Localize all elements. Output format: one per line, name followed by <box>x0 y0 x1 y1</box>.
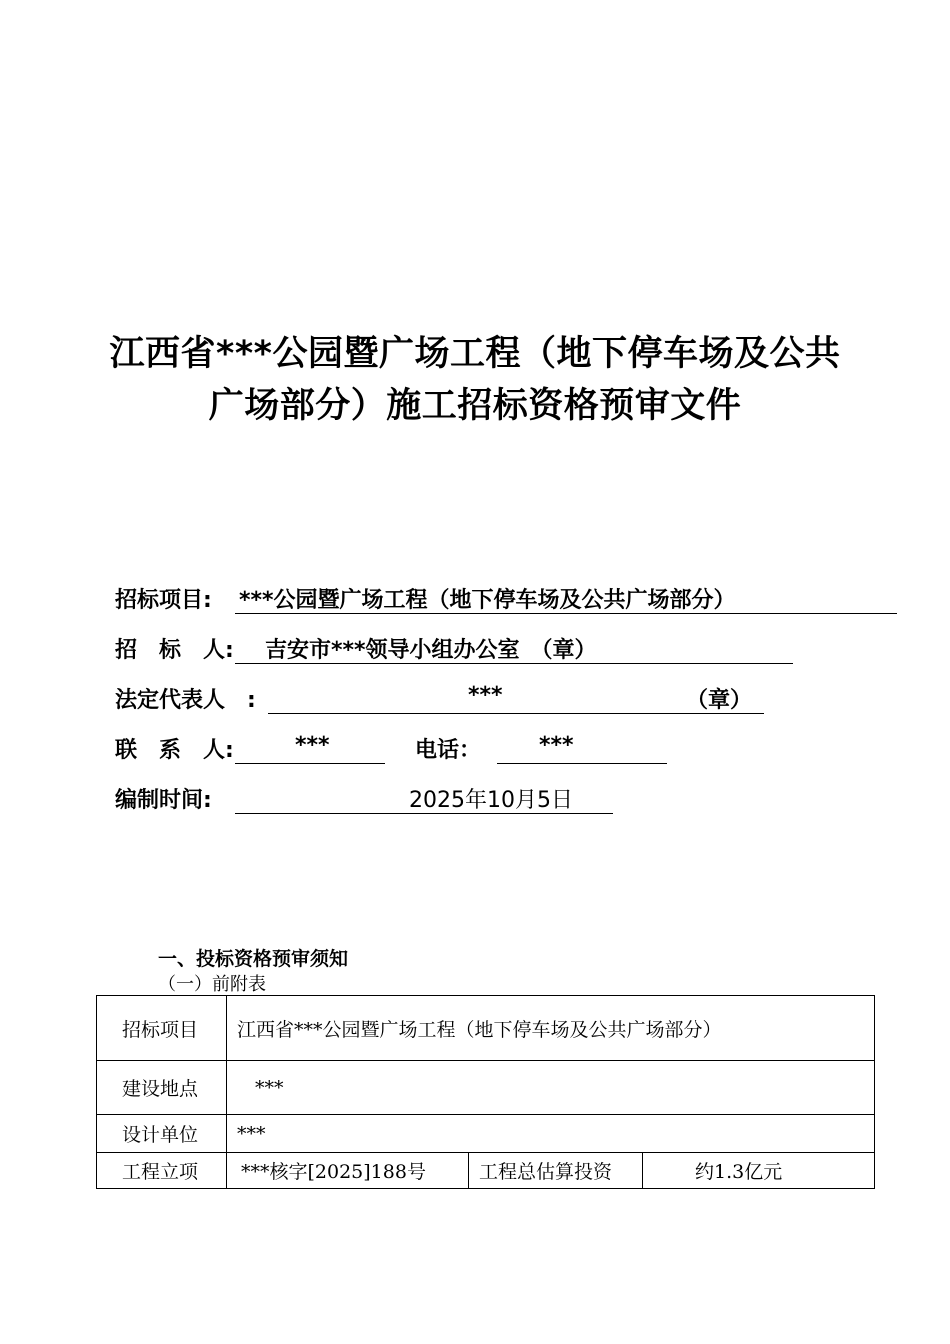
field-phone-value: *** <box>539 733 574 758</box>
table-cell-value: ***核字[2025]188号 <box>227 1153 469 1189</box>
table-cell-label: 招标项目 <box>97 996 227 1061</box>
table-row <box>97 1115 875 1153</box>
table-cell-label: 工程总估算投资 <box>469 1153 643 1189</box>
table-row <box>97 1061 875 1115</box>
field-date-value-line <box>235 783 613 814</box>
field-contact-value-line <box>235 733 385 764</box>
field-phone-value-line <box>497 733 667 764</box>
subsection-heading: （一）前附表 <box>158 974 266 995</box>
document-title-line2: 广场部分）施工招标资格预审文件 <box>208 386 742 426</box>
field-project-value: ***公园暨广场工程（地下停车场及公共广场部分） <box>239 588 736 613</box>
table-cell-label: 设计单位 <box>97 1115 227 1153</box>
table-cell-label: 工程立项 <box>97 1153 227 1189</box>
field-contact-label: 联 系 人: <box>115 738 234 763</box>
field-contact-value: *** <box>295 733 330 758</box>
field-phone-label: 电话： <box>415 738 482 763</box>
field-project-value-line <box>235 583 897 614</box>
field-tenderer-label: 招 标 人: <box>115 638 234 663</box>
table-row <box>97 996 875 1061</box>
field-date-label: 编制时间: <box>115 788 212 813</box>
field-legal-rep-seal: （章） <box>686 688 753 713</box>
field-legal-rep-value: *** <box>468 683 503 708</box>
field-tenderer-value: 吉安市***领导小组办公室 （章） <box>265 638 597 663</box>
section-heading: 一、投标资格预审须知 <box>158 948 349 970</box>
field-project-label: 招标项目: <box>115 588 212 613</box>
field-tenderer-value-line <box>235 633 793 664</box>
table-cell-value: 约1.3亿元 <box>643 1153 875 1189</box>
table-row <box>97 1153 875 1189</box>
field-date-value: 2025年10月5日 <box>409 788 573 813</box>
table-cell-value: *** <box>227 1115 875 1153</box>
table-cell-label: 建设地点 <box>97 1061 227 1115</box>
table-cell-value: *** <box>227 1061 875 1115</box>
table-cell-value: 江西省***公园暨广场工程（地下停车场及公共广场部分） <box>227 996 875 1061</box>
field-legal-rep-value-line <box>268 683 764 714</box>
field-legal-rep-label: 法定代表人 : <box>115 688 256 713</box>
document-title-line1: 江西省***公园暨广场工程（地下停车场及公共 <box>109 334 841 374</box>
front-attachment-table <box>96 995 875 1189</box>
